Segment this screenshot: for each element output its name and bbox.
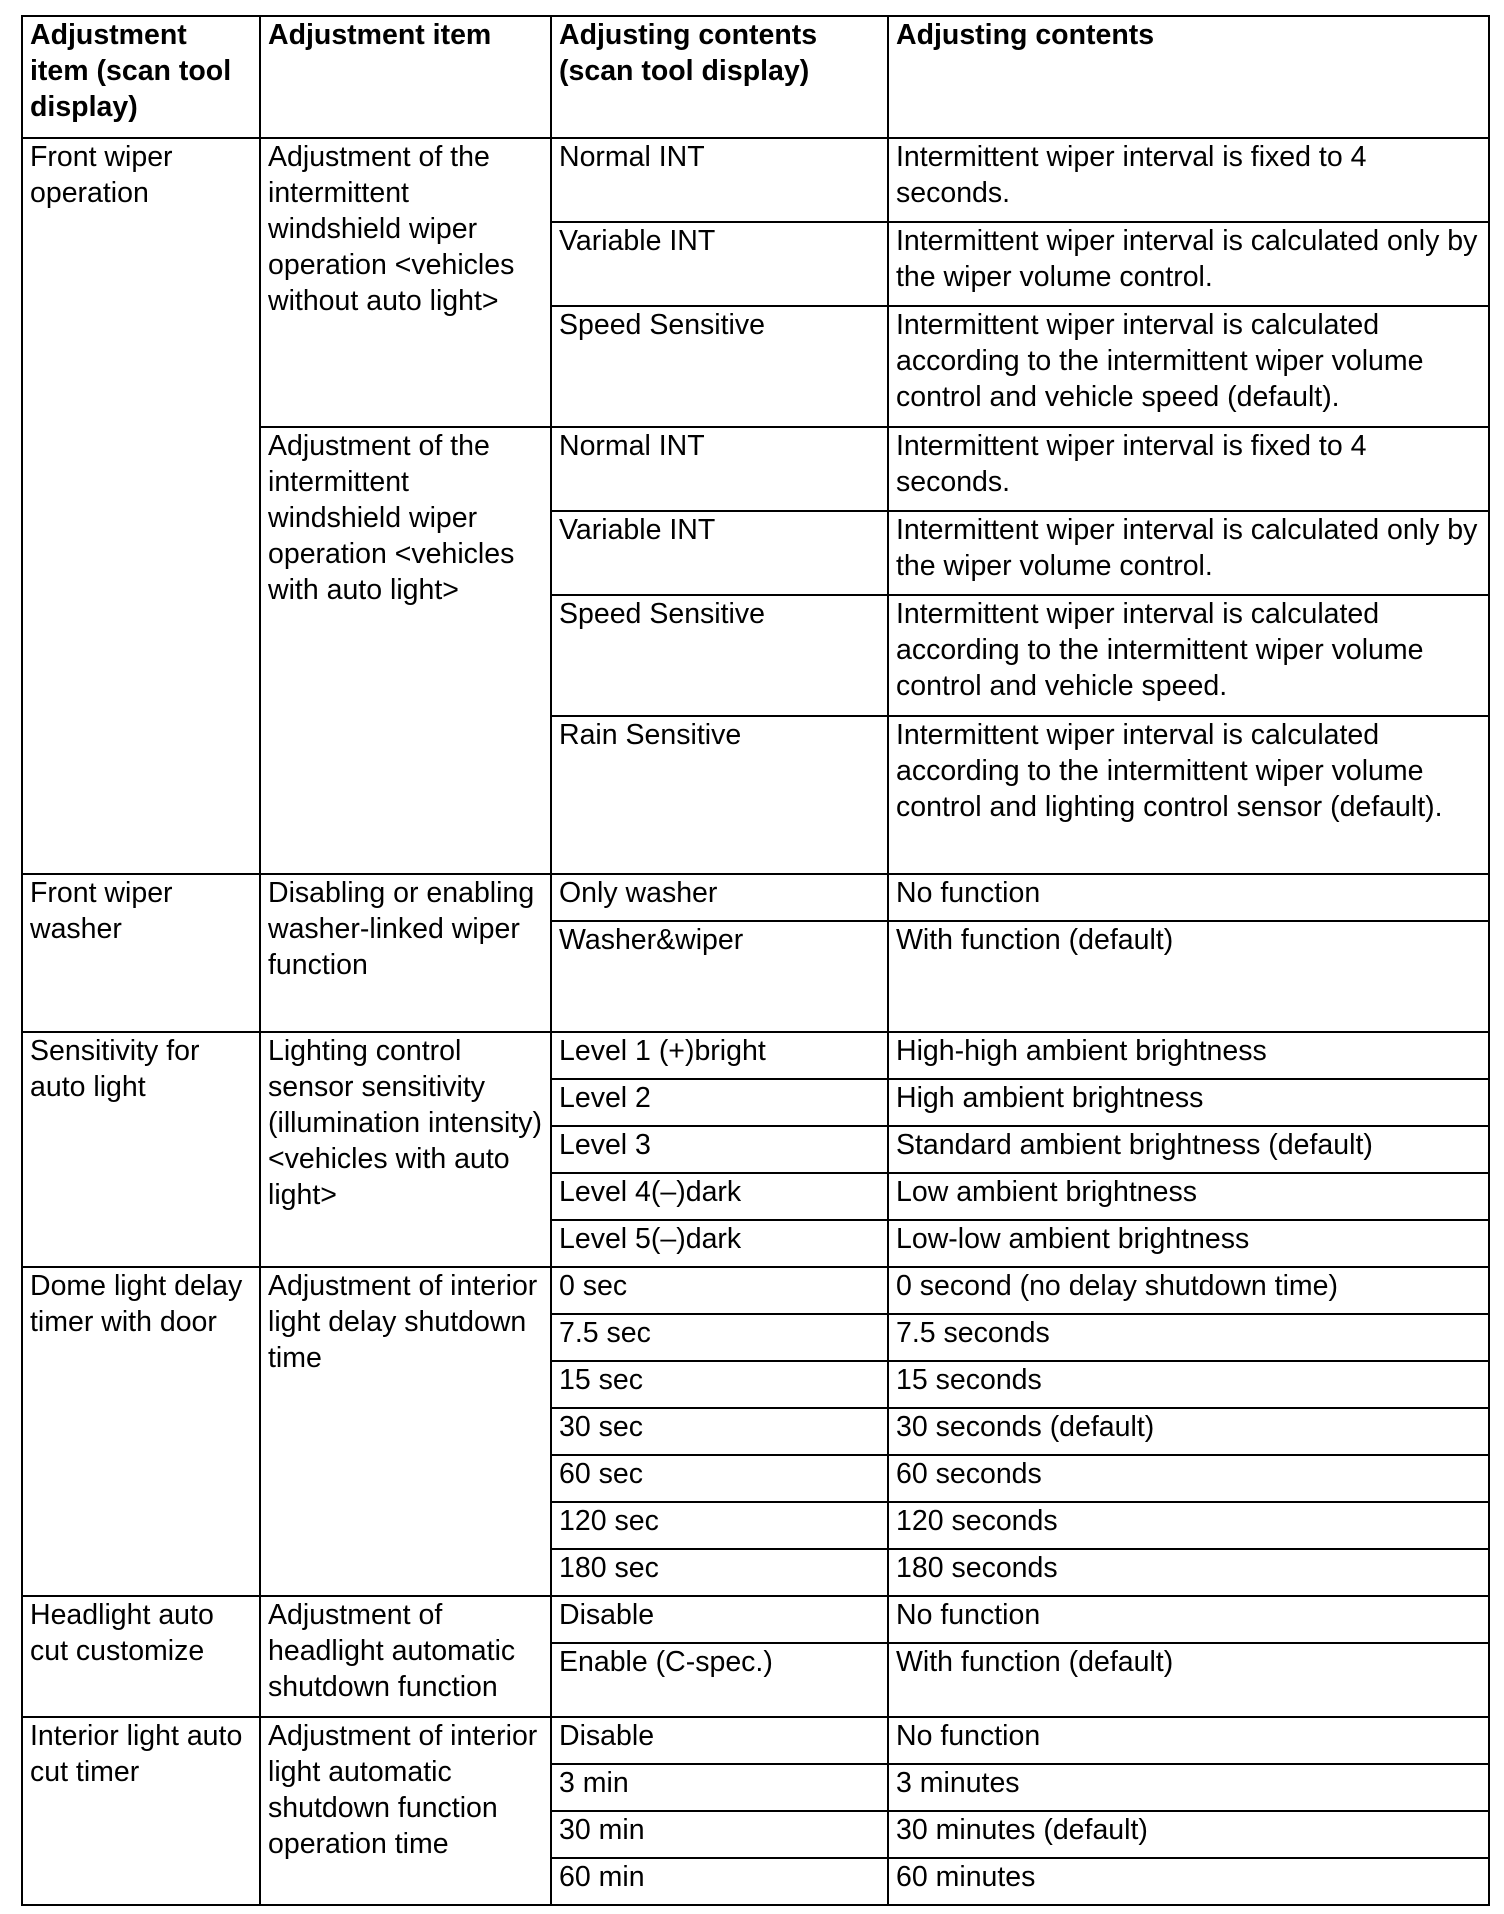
scan-value-cell: 60 sec bbox=[551, 1455, 888, 1502]
item-cell: Adjustment of the intermittent windshield wiper operation <vehicles without auto light> bbox=[260, 138, 551, 427]
scan-value-cell: 7.5 sec bbox=[551, 1314, 888, 1361]
description-cell: Intermittent wiper interval is calculated only by the wiper volume control. bbox=[888, 222, 1489, 306]
description-cell: Low ambient brightness bbox=[888, 1173, 1489, 1220]
description-cell: 30 seconds (default) bbox=[888, 1408, 1489, 1455]
scan-value-cell: 180 sec bbox=[551, 1549, 888, 1596]
header-row bbox=[22, 16, 1489, 138]
item-cell: Adjustment of interior light delay shutdown time bbox=[260, 1267, 551, 1596]
scan-value-cell: Level 3 bbox=[551, 1126, 888, 1173]
table-row bbox=[22, 1717, 1489, 1764]
item-cell: Lighting control sensor sensitivity (illumination intensity) <vehicles with auto light> bbox=[260, 1032, 551, 1267]
item-cell: Adjustment of interior light automatic shutdown function operation time bbox=[260, 1717, 551, 1905]
scan-value-cell: Level 2 bbox=[551, 1079, 888, 1126]
scan-value-cell: 30 min bbox=[551, 1811, 888, 1858]
description-cell: Standard ambient brightness (default) bbox=[888, 1126, 1489, 1173]
description-cell: Intermittent wiper interval is calculated only by the wiper volume control. bbox=[888, 511, 1489, 595]
scan-value-cell: Rain Sensitive bbox=[551, 716, 888, 874]
description-cell: Intermittent wiper interval is calculated according to the intermittent wiper volume control and vehicle speed. bbox=[888, 595, 1489, 716]
scan-value-cell: Normal INT bbox=[551, 427, 888, 511]
table-row bbox=[22, 874, 1489, 921]
scan-value-cell: Variable INT bbox=[551, 222, 888, 306]
table-row bbox=[22, 1267, 1489, 1314]
description-cell: 60 minutes bbox=[888, 1858, 1489, 1905]
description-cell: No function bbox=[888, 1596, 1489, 1643]
description-cell: No function bbox=[888, 874, 1489, 921]
scan-value-cell: Level 1 (+)bright bbox=[551, 1032, 888, 1079]
scan-value-cell: 15 sec bbox=[551, 1361, 888, 1408]
adjustment-table bbox=[21, 15, 1490, 1906]
scan-value-cell: 120 sec bbox=[551, 1502, 888, 1549]
description-cell: Low-low ambient brightness bbox=[888, 1220, 1489, 1267]
item-display-cell: Interior light auto cut timer bbox=[22, 1717, 260, 1905]
description-cell: Intermittent wiper interval is fixed to 4 seconds. bbox=[888, 138, 1489, 222]
table-row bbox=[22, 138, 1489, 222]
scan-value-cell: 60 min bbox=[551, 1858, 888, 1905]
description-cell: Intermittent wiper interval is calculated according to the intermittent wiper volume control and lighting control sensor (default). bbox=[888, 716, 1489, 874]
item-cell: Adjustment of the intermittent windshield wiper operation <vehicles with auto light> bbox=[260, 427, 551, 874]
description-cell: 120 seconds bbox=[888, 1502, 1489, 1549]
description-cell: 60 seconds bbox=[888, 1455, 1489, 1502]
description-cell: Intermittent wiper interval is calculated according to the intermittent wiper volume control and vehicle speed (default). bbox=[888, 306, 1489, 427]
description-cell: No function bbox=[888, 1717, 1489, 1764]
scan-value-cell: 0 sec bbox=[551, 1267, 888, 1314]
description-cell: 7.5 seconds bbox=[888, 1314, 1489, 1361]
item-display-cell: Front wiper operation bbox=[22, 138, 260, 874]
item-display-cell: Sensitivity for auto light bbox=[22, 1032, 260, 1267]
scan-value-cell: Level 5(–)dark bbox=[551, 1220, 888, 1267]
scan-value-cell: Speed Sensitive bbox=[551, 595, 888, 716]
description-cell: Intermittent wiper interval is fixed to 4 seconds. bbox=[888, 427, 1489, 511]
description-cell: High ambient brightness bbox=[888, 1079, 1489, 1126]
scan-value-cell: Disable bbox=[551, 1596, 888, 1643]
header-item-display: Adjustment item (scan tool display) bbox=[22, 16, 260, 138]
scan-value-cell: 3 min bbox=[551, 1764, 888, 1811]
header-contents-display: Adjusting contents (scan tool display) bbox=[551, 16, 888, 138]
description-cell: With function (default) bbox=[888, 1643, 1489, 1717]
description-cell: With function (default) bbox=[888, 921, 1489, 1032]
header-contents: Adjusting contents bbox=[888, 16, 1489, 138]
table-row bbox=[22, 1032, 1489, 1079]
scan-value-cell: Enable (C-spec.) bbox=[551, 1643, 888, 1717]
description-cell: High-high ambient brightness bbox=[888, 1032, 1489, 1079]
header-item: Adjustment item bbox=[260, 16, 551, 138]
scan-value-cell: Normal INT bbox=[551, 138, 888, 222]
item-cell: Disabling or enabling washer-linked wiper function bbox=[260, 874, 551, 1032]
item-cell: Adjustment of headlight automatic shutdown function bbox=[260, 1596, 551, 1717]
item-display-cell: Front wiper washer bbox=[22, 874, 260, 1032]
scan-value-cell: Speed Sensitive bbox=[551, 306, 888, 427]
description-cell: 3 minutes bbox=[888, 1764, 1489, 1811]
scan-value-cell: Disable bbox=[551, 1717, 888, 1764]
description-cell: 0 second (no delay shutdown time) bbox=[888, 1267, 1489, 1314]
scan-value-cell: 30 sec bbox=[551, 1408, 888, 1455]
scan-value-cell: Only washer bbox=[551, 874, 888, 921]
description-cell: 180 seconds bbox=[888, 1549, 1489, 1596]
description-cell: 30 minutes (default) bbox=[888, 1811, 1489, 1858]
item-display-cell: Dome light delay timer with door bbox=[22, 1267, 260, 1596]
scan-value-cell: Level 4(–)dark bbox=[551, 1173, 888, 1220]
item-display-cell: Headlight auto cut customize bbox=[22, 1596, 260, 1717]
description-cell: 15 seconds bbox=[888, 1361, 1489, 1408]
table-row bbox=[22, 1596, 1489, 1643]
scan-value-cell: Variable INT bbox=[551, 511, 888, 595]
scan-value-cell: Washer&wiper bbox=[551, 921, 888, 1032]
table-body bbox=[22, 138, 1489, 1905]
